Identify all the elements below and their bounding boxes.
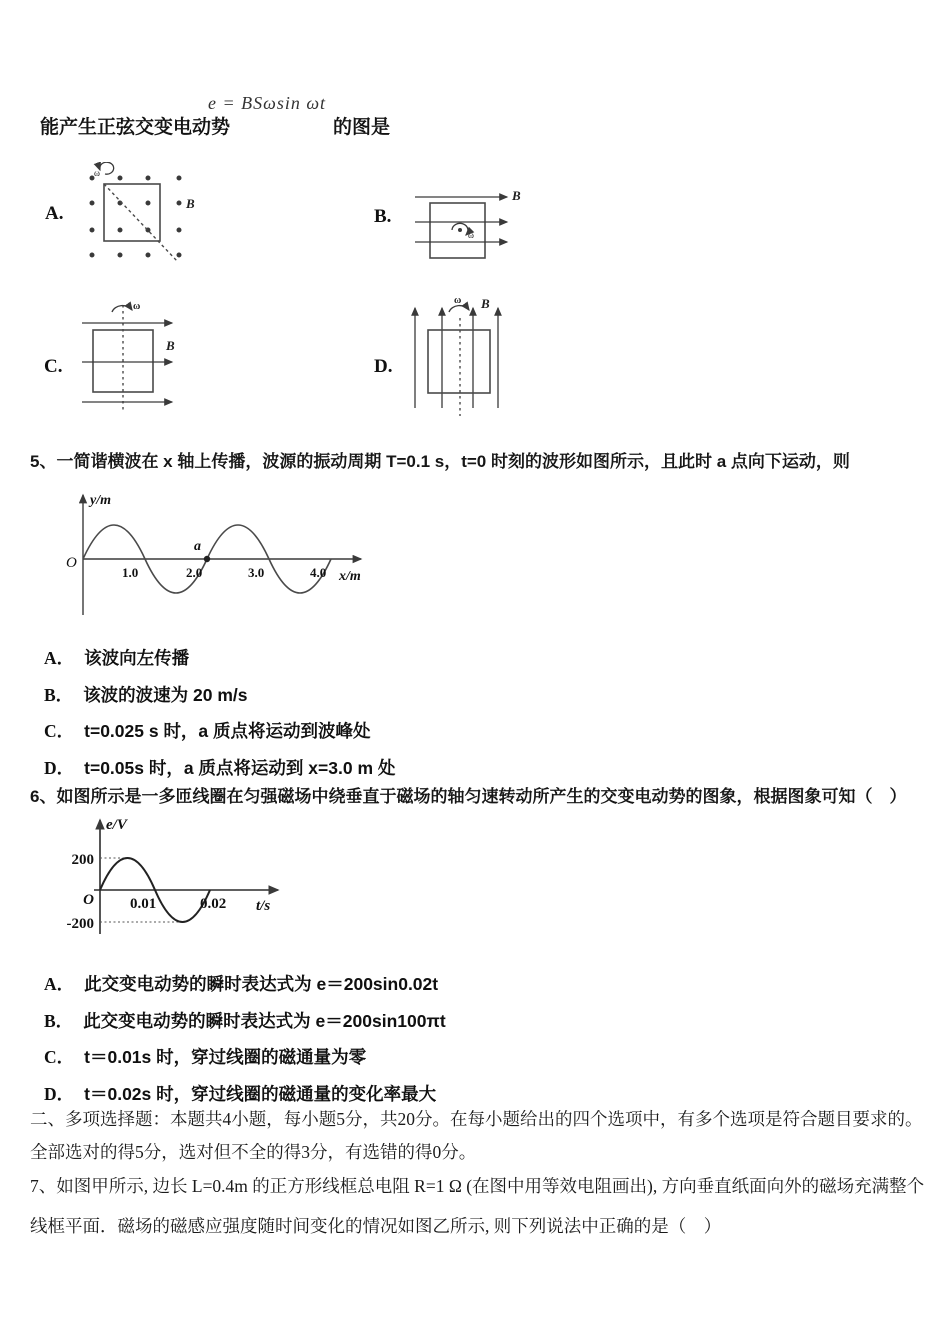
rotation-omega-icon — [449, 306, 469, 312]
option-label: D． — [44, 1083, 75, 1104]
option-label: C． — [44, 721, 75, 741]
x-tick-4: 4.0 — [310, 565, 327, 580]
option-label: A． — [44, 648, 75, 668]
y-axis-label: e/V — [106, 817, 127, 833]
omega-label: ω — [94, 168, 100, 178]
option-text: 此交变电动势的瞬时表达式为 e＝200sin100πt — [83, 1010, 446, 1031]
q5-option-a — [44, 640, 395, 677]
rotation-omega-icon — [100, 162, 114, 174]
option-text: t＝0.01s 时，穿过线圈的磁通量为零 — [84, 1047, 367, 1067]
option-text: 该波向左传播 — [84, 648, 190, 668]
figure-c-coil-vertical-axis-horizontal-field — [78, 298, 188, 418]
option-label: D． — [44, 757, 75, 778]
intro-suffix-text: 的图是 — [333, 117, 391, 138]
origin-label: O — [66, 555, 77, 571]
t-tick-002: 0.02 — [200, 896, 227, 912]
y-axis-label: y/m — [90, 493, 111, 508]
point-a-label: a — [194, 539, 201, 554]
figure-c-label: C. — [44, 356, 63, 377]
t-tick-001: 0.01 — [130, 896, 157, 912]
point-a-marker — [204, 556, 210, 562]
figure-a-label: A. — [45, 203, 64, 224]
q6-option-c — [44, 1039, 446, 1076]
question-5-wave-graph — [45, 487, 375, 622]
question-6-text: 6、如图所示是一多匝线圈在匀强磁场中绕垂直于磁场的轴匀速转动所产生的交变电动势的图象，根据图象可知（ ） — [30, 787, 907, 806]
x-tick-2: 2.0 — [186, 565, 203, 580]
omega-label: ω — [454, 295, 462, 306]
field-b-label: B — [186, 196, 195, 211]
option-text: t=0.025 s 时，a 质点将运动到波峰处 — [84, 721, 371, 741]
question-5-text: 5、一简谐横波在 x 轴上传播，波源的振动周期 T=0.1 s，t=0 时刻的波形如图所示，且此时 a 点向下运动，则 — [30, 452, 850, 471]
x-axis-label: x/m — [339, 569, 361, 584]
option-label: B． — [44, 1010, 74, 1031]
question-6-options — [44, 966, 446, 1112]
section-2-instructions: 二、多项选择题：本题共4小题，每小题5分，共20分。在每小题给出的四个选项中，有多个选项是符合题目要求的。全部选对的得5分，选对但不全的得3分，有选错的得0分。 — [30, 1109, 923, 1162]
intro-prefix-text: 能产生正弦交变电动势 — [40, 117, 231, 138]
option-text: 该波的波速为 20 m/s — [83, 684, 248, 705]
option-text: t＝0.02s 时，穿过线圈的磁通量的变化率最大 — [84, 1083, 437, 1104]
q5-option-d — [44, 750, 395, 787]
question-5-options — [44, 640, 395, 786]
figure-d-coil-vertical-axis-vertical-field — [405, 290, 520, 420]
origin-label: O — [83, 892, 94, 908]
figure-d-label: D. — [374, 356, 393, 377]
option-text: t=0.05s 时，a 质点将运动到 x=3.0 m 处 — [84, 757, 396, 778]
figure-b-label: B. — [374, 206, 392, 227]
q5-option-b — [44, 677, 395, 714]
q5-option-c — [44, 713, 395, 750]
y-tick-neg200: -200 — [66, 916, 94, 932]
option-text: 此交变电动势的瞬时表达式为 e＝200sin0.02t — [84, 974, 439, 994]
figure-a-coil-in-dot-field — [82, 162, 200, 270]
figure-b-coil-in-horizontal-field — [408, 172, 533, 272]
field-b-label: B — [512, 188, 521, 203]
rotation-omega-icon — [112, 306, 132, 312]
x-tick-3: 3.0 — [248, 565, 265, 580]
option-label: C． — [44, 1047, 75, 1067]
omega-label: ω — [468, 230, 474, 240]
omega-label: ω — [133, 301, 141, 312]
field-b-label: B — [166, 338, 175, 353]
rotation-axis-dashed-line — [104, 184, 177, 261]
question-6-emf-graph — [48, 812, 298, 937]
x-axis-label: t/s — [256, 898, 271, 914]
question-7-text: 7、如图甲所示, 边长 L=0.4m 的正方形线框总电阻 R=1 Ω (在图中用等效电阻画出), 方向垂直纸面向外的磁场充满整个线框平面．磁场的磁感应强度随时间变化的情况如图乙所示, 则下列说法中正确的是（ ） — [30, 1176, 925, 1236]
emf-formula: e = BSωsin ωt — [208, 93, 327, 113]
q6-option-a — [44, 966, 446, 1003]
x-tick-1: 1.0 — [122, 565, 139, 580]
field-b-label: B — [481, 296, 490, 311]
y-tick-200: 200 — [71, 852, 94, 868]
option-label: B． — [44, 684, 74, 705]
option-label: A． — [44, 974, 75, 994]
q6-option-b — [44, 1003, 446, 1040]
